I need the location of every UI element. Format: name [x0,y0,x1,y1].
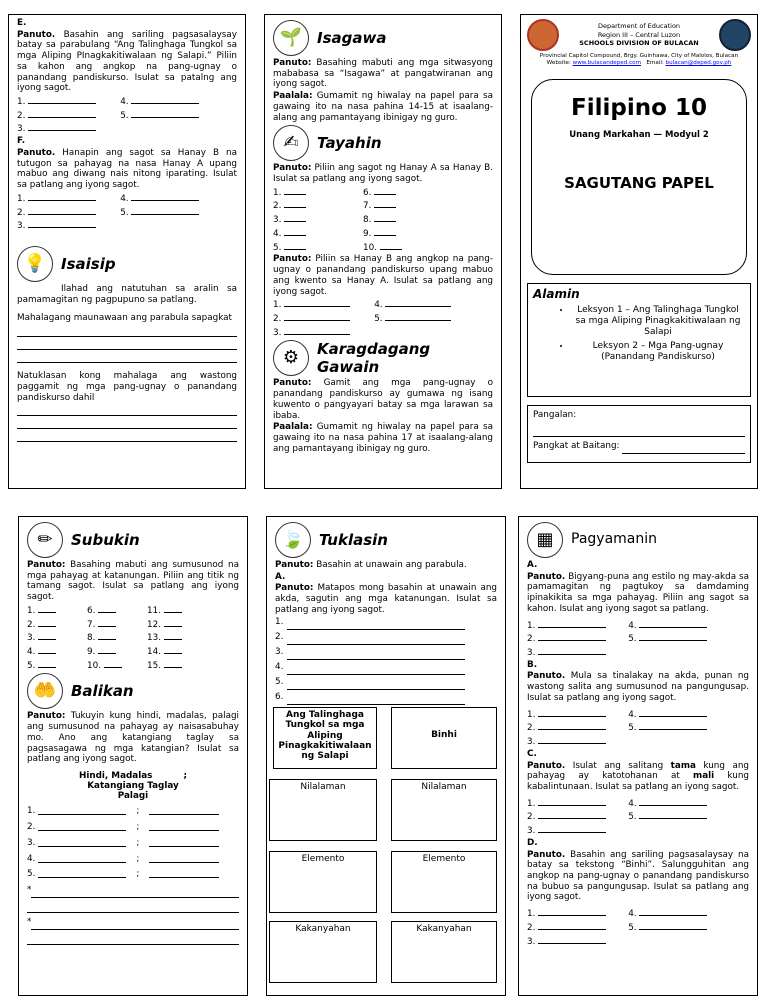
answer-blank[interactable] [164,618,182,627]
province-seal-icon [527,19,559,51]
answer-line[interactable] [287,634,465,645]
answer-row: 2. 5. [527,721,749,734]
subukin-heading: Subukin [71,530,140,549]
answer-row: 3. [527,824,749,837]
answer-line[interactable] [287,664,465,675]
section-a-head: A. [527,560,538,570]
answer-line[interactable] [27,902,239,913]
answer-blank[interactable] [38,618,56,627]
answer-blank[interactable] [28,206,96,215]
section-a-head: A. [275,571,286,582]
answer-blank[interactable] [374,199,396,208]
answer-blank[interactable] [98,618,116,627]
answer-blank[interactable] [284,241,306,250]
answer-blank[interactable] [374,186,396,195]
panel-pagyamanin [518,516,758,996]
blocks-icon: ▦ [527,522,563,558]
story-2-nilalaman-box[interactable]: Nilalaman [391,779,497,841]
answer-blank[interactable] [149,806,219,815]
pen-hand-icon: ✍ [273,125,309,161]
deped-seal-icon [719,19,751,51]
answer-line[interactable] [31,887,239,898]
answer-line[interactable] [17,326,237,337]
panel-cover [520,14,758,489]
panel-subukin-balikan: ✏ Subukin Panuto: Basahing mabuti ang sumusunod na mga pahayag at katanungan. Piliin ang titik ng tamang sagot. Isulat sa patlang ang iyong sagot. 1. 6. 11. 2. 7. 12. 3. 8. 13. 4. 9. 14. 5. 10. 15. 🤲 Balikan Panuto: Tukuyin kung hindi, madalas, palagi ang sumusunod na pahayag ay naisasabuhay mo. Ano ang katangiang taglay sa pagsasagawa ng mga katangian? Isulat sa patlang ang iyong sagot. Hindi, Madalas ; Katangiang Taglay Palagi 1. ; 2. ; 3. ; 4. ; 5. ; * * [18,516,248,996]
pagyamanin-heading: Pagyamanin [571,531,657,548]
answer-row: 1. 4. [527,619,749,632]
subukin-instructions: Panuto: Basahing mabuti ang sumusunod na mga pahayag at katanungan. Piliin ang titik ng tamang sagot. Isulat sa patlang ang iyong sagot. [27,560,239,603]
answer-row: 1. 4. [527,708,749,721]
tuklasin-instructions-1: Panuto: Basahin at unawain ang parabula. [275,560,467,570]
answer-blank[interactable] [149,822,219,831]
answer-blank[interactable] [538,797,606,806]
answer-blank[interactable] [28,219,96,228]
title-card [531,79,747,275]
answer-blank[interactable] [374,227,396,236]
leaf-hand-icon: 🍃 [275,522,311,558]
answer-blank[interactable] [538,921,606,930]
answer-blank[interactable] [98,631,116,640]
isaisip-heading: Isaisip [61,254,116,273]
email-link[interactable]: bulacan@deped.gov.ph [665,59,732,66]
answer-blank[interactable] [284,298,350,307]
answer-blank[interactable] [149,838,219,847]
answer-blank[interactable] [538,646,606,655]
answer-blank[interactable] [104,659,122,668]
tayahin-answer-grid: 1. 6. 2. 7. 3. 8. 4. 9. 5. 10. [273,186,493,254]
pangalan-field[interactable] [533,426,745,437]
answer-blank[interactable] [639,921,707,930]
balikan-answers: 1. ; 2. ; 3. ; 4. ; 5. ; [27,806,239,880]
answer-blank[interactable] [38,604,56,613]
story-2-kakanyahan-box[interactable]: Kakanyahan [391,921,497,983]
answer-line[interactable] [31,919,239,930]
answer-blank[interactable] [164,659,182,668]
answer-blank[interactable] [380,241,402,250]
isaisip-sentence-1: Mahalagang maunawaan ang parabula sapagkat [17,313,232,324]
answer-blank[interactable] [164,604,182,613]
answer-blank[interactable] [284,186,306,195]
karagdagang-reminder: Paalala: Gumamit ng hiwalay na papel para sa gawaing ito na nasa pahina 17 at isaalang-alang ang pamantayang ibinigay ng guro. [273,422,493,454]
pangkat-field[interactable] [622,443,745,454]
section-b-head: B. [527,659,538,670]
lesson-1: • Leksyon 1 – Ang Talinghaga Tungkol sa mga Aliping Pinagkakitiwalaan ng Salapi [571,305,745,338]
answer-row: 2. 5. [527,921,749,934]
answer-blank[interactable] [385,312,451,321]
answer-row: 1. 4. [273,298,493,311]
answer-blank[interactable] [38,838,126,847]
tuklasin-heading: Tuklasin [319,530,388,549]
answer-blank[interactable] [639,708,707,717]
region-label: Region III – Central Luzon [597,30,681,39]
answer-row: 3. [273,326,493,339]
answer-blank[interactable] [28,192,96,201]
karagdagang-instructions: Panuto: Gamit ang mga pang-ugnay o panandang pandiskurso ay gumawa ng isang kuwento o pangyayari batay sa mga larawan sa ibaba. [273,378,493,421]
answer-blank[interactable] [164,645,182,654]
answer-blank[interactable] [28,95,96,104]
answer-blank[interactable] [131,95,199,104]
answer-row: 3. [17,122,237,135]
tayahin-instructions-2: Panuto: Piliin sa Hanay B ang angkop na pang-ugnay o panandang pandiskurso upang mabuo ang kwento sa Hanay A. Isulat sa patlang ang iyong sagot. [273,254,493,297]
answer-row: 3. [527,935,749,948]
answer-blank[interactable] [538,619,606,628]
panel-isagawa-tayahin [264,14,502,489]
answer-blank[interactable] [38,806,126,815]
isagawa-heading: Isagawa [317,28,387,47]
panel-tuklasin [266,516,506,996]
story-1-kakanyahan-box[interactable]: Kakanyahan [269,921,377,983]
answer-line[interactable] [17,339,237,350]
answer-blank[interactable] [284,312,350,321]
section-d-instructions: Panuto. Basahin ang sariling pagsasalaysay na batay sa tekstong “Binhi”. Salungguhitan ang angkop na pang-ugnay o panandang pandiskurso na bubuo sa pangungusap. Isulat sa patlang ang iyong sagot. [527,849,749,903]
hand-plant-icon: 🌱 [273,20,309,56]
answer-blank[interactable] [98,645,116,654]
section-a-instructions: Panuto. Bigyang-puna ang estilo ng may-akda sa pamamagitan ng pagtukoy sa damdaming ipinakikita sa mga pahayag. Piliin ang sagot sa kahon. Isulat ang iyong sagot sa patlang. [527,571,749,614]
module-subtitle: Unang Markahan — Modyul 2 [569,129,709,140]
lesson-2: • Leksyon 2 – Mga Pang-ugnay (Panandang Pandiskurso) [571,341,745,363]
student-info-box [527,405,751,463]
answer-blank[interactable] [374,213,396,222]
answer-blank[interactable] [538,735,606,744]
isagawa-instructions: Panuto: Basahing mabuti ang mga sitwasyong mababasa sa “Isagawa” at pangatwiranan ang iyong sagot. [273,58,493,90]
header [527,19,751,51]
tuklasin-instructions-2: Panuto: Matapos mong basahin at unawain ang akda, sagutin ang mga katanungan. Isulat sa patlang ang iyong sagot. [275,583,497,615]
isaisip-instructions: Ilahad ang natutuhan sa aralin sa pamamagitan ng pagpupuno sa patlang. [17,283,237,305]
answer-blank[interactable] [38,822,126,831]
sagutang-papel: SAGUTANG PAPEL [564,174,714,193]
story-1-elemento-box[interactable]: Elemento [269,851,377,913]
section-f-head: F. [17,136,26,147]
story-2-elemento-box[interactable]: Elemento [391,851,497,913]
story-2-title-box: Binhi [391,707,497,769]
balikan-instructions: Panuto: Tukuyin kung hindi, madalas, palagi ang sumusunod na pahayag ay naisasabuhay mo. Ano ang katangiang taglay sa pagsasagawa ng mga katangian? Isulat sa patlang ang iyong sagot. [27,711,239,765]
pencil-hand-icon: ✏ [27,522,63,558]
answer-line[interactable] [17,418,237,429]
section-e-head: E. [17,18,27,28]
answer-blank[interactable] [38,869,126,878]
tuklasin-answers: 1. 2. 3. 4. 5. 6. [275,617,497,707]
isaisip-sentence-2: Natuklasan kong mahalaga ang wastong paggamit ng mga pang-ugnay o panandang pandiskurso dahil [17,371,237,403]
answer-row: 3. [527,646,749,659]
story-1-title-box: Ang Talinghaga Tungkol sa mga Aliping Pinagkakitiwalaan ng Salapi [273,707,377,769]
lightbulb-icon: 💡 [17,246,53,282]
answer-blank[interactable] [639,721,707,730]
answer-blank[interactable] [28,109,96,118]
answer-blank[interactable] [639,619,707,628]
answer-blank[interactable] [538,810,606,819]
answer-blank[interactable] [538,907,606,916]
answer-blank[interactable] [385,298,451,307]
answer-line[interactable] [287,679,465,690]
answer-row: 1. 4. [17,192,237,205]
alamin-heading: Alamin [533,286,580,301]
section-e-instructions: Panuto. Basahin ang sariling pagsasalaysay batay sa parabulang “Ang Talinghaga Tungkol sa mga Aliping PInagkakitiwalaan ng Salapi.” Piliin sa kahon ang angkop na pang-ugnay o panandang pandiskurso. Isulat sa patalng ang iyong sagot. [17,29,237,94]
answer-blank[interactable] [284,199,306,208]
answer-blank[interactable] [38,645,56,654]
section-f-instructions: Panuto. Hanapin ang sagot sa Hanay B na tutugon sa pahayag na nasa Hanay A upang mabuo ang diwang nais nitong iparating. Isulat sa patlang ang iyong sagot. [17,147,237,191]
isagawa-reminder: Paalala: Gumamit ng hiwalay na papel para sa gawaing ito na nasa pahina 14-15 at isaalang-alang ang pamantayang ibinigay ng guro. [273,91,493,123]
answer-row: 1. 4. [527,797,749,810]
answer-blank[interactable] [149,854,219,863]
section-c-head: C. [527,748,537,759]
answer-blank[interactable] [38,631,56,640]
answer-blank[interactable] [538,632,606,641]
answer-blank[interactable] [28,122,96,131]
website-link[interactable]: www.bulacandeped.com [572,59,642,66]
address: Provincial Capitol Compound, Brgy. Guinhawa, City of Malolos, Bulacan [539,53,739,59]
answer-line[interactable] [287,694,465,705]
answer-blank[interactable] [284,227,306,236]
panel-e-f-isaisip [8,14,246,489]
answer-line[interactable] [17,431,237,442]
answer-row: 2. 5. [273,312,493,325]
section-c-instructions: Panuto. Isulat ang salitang tama kung ang pahayag ay katotohanan at mali kung kabalintunaan. Isulat sa patlang an iyong sagot. [527,760,750,792]
answer-blank[interactable] [284,326,350,335]
answer-line[interactable] [17,405,237,416]
answer-blank[interactable] [38,854,126,863]
tayahin-instructions-1: Panuto: Piliin ang sagot ng Hanay A sa Hanay B. Isulat sa patlang ang iyong sagot. [273,163,493,185]
answer-blank[interactable] [538,708,606,717]
contact-line: Website: www.bulacandeped.com Email: bulacan@deped.gov.ph [546,59,732,66]
answer-blank[interactable] [538,721,606,730]
subukin-answer-grid: 1. 6. 11. 2. 7. 12. 3. 8. 13. 4. 9. 14. 5. 10. 15. [27,604,239,672]
alamin-box [527,283,751,397]
section-d-head: D. [527,837,538,848]
answer-blank[interactable] [131,192,199,201]
answer-blank[interactable] [639,907,707,916]
balikan-heading: Balikan [71,682,134,701]
section-b-instructions: Panuto. Mula sa tinalakay na akda, punan ng wastong salita ang sumusunod na pangungusap. Isulat sa patlang ang iyong sagot. [527,671,749,703]
answer-blank[interactable] [38,659,56,668]
balikan-table-header: Hindi, Madalas ; Katangiang Taglay Palagi [78,771,188,802]
answer-blank[interactable] [639,797,707,806]
answer-row: 2. 5. [527,810,749,823]
answer-row: 2. 5. [527,632,749,645]
answer-line[interactable] [287,619,465,630]
answer-row: 3. [527,735,749,748]
tayahin-heading: Tayahin [317,134,382,153]
answer-line[interactable] [17,352,237,363]
answer-blank[interactable] [284,213,306,222]
answer-line[interactable] [27,934,239,945]
answer-row: 2. 5. [17,109,237,122]
dep-label: Department of Education [597,22,681,31]
answer-row: 1. 4. [527,907,749,920]
pangalan-label: Pangalan: [533,409,577,420]
answer-blank[interactable] [164,631,182,640]
answer-blank[interactable] [639,810,707,819]
answer-blank[interactable] [98,604,116,613]
answer-blank[interactable] [149,869,219,878]
answer-blank[interactable] [131,109,199,118]
answer-blank[interactable] [131,206,199,215]
story-1-nilalaman-box[interactable]: Nilalaman [269,779,377,841]
answer-row: 2. 5. [17,206,237,219]
answer-blank[interactable] [639,632,707,641]
pangkat-label: Pangkat at Baitang: [533,441,620,452]
answer-blank[interactable] [538,935,606,944]
answer-row: 1. 4. [17,95,237,108]
module-title: Filipino 10 [571,94,707,121]
karagdagang-heading: Karagdagang Gawain [317,340,431,377]
gears-hand-icon: ⚙ [273,340,309,376]
hands-icon: 🤲 [27,673,63,709]
answer-line[interactable] [287,649,465,660]
answer-row: 3. [17,219,237,232]
answer-blank[interactable] [538,824,606,833]
sdo-label: SCHOOLS DIVISION OF BULACAN [579,39,699,48]
